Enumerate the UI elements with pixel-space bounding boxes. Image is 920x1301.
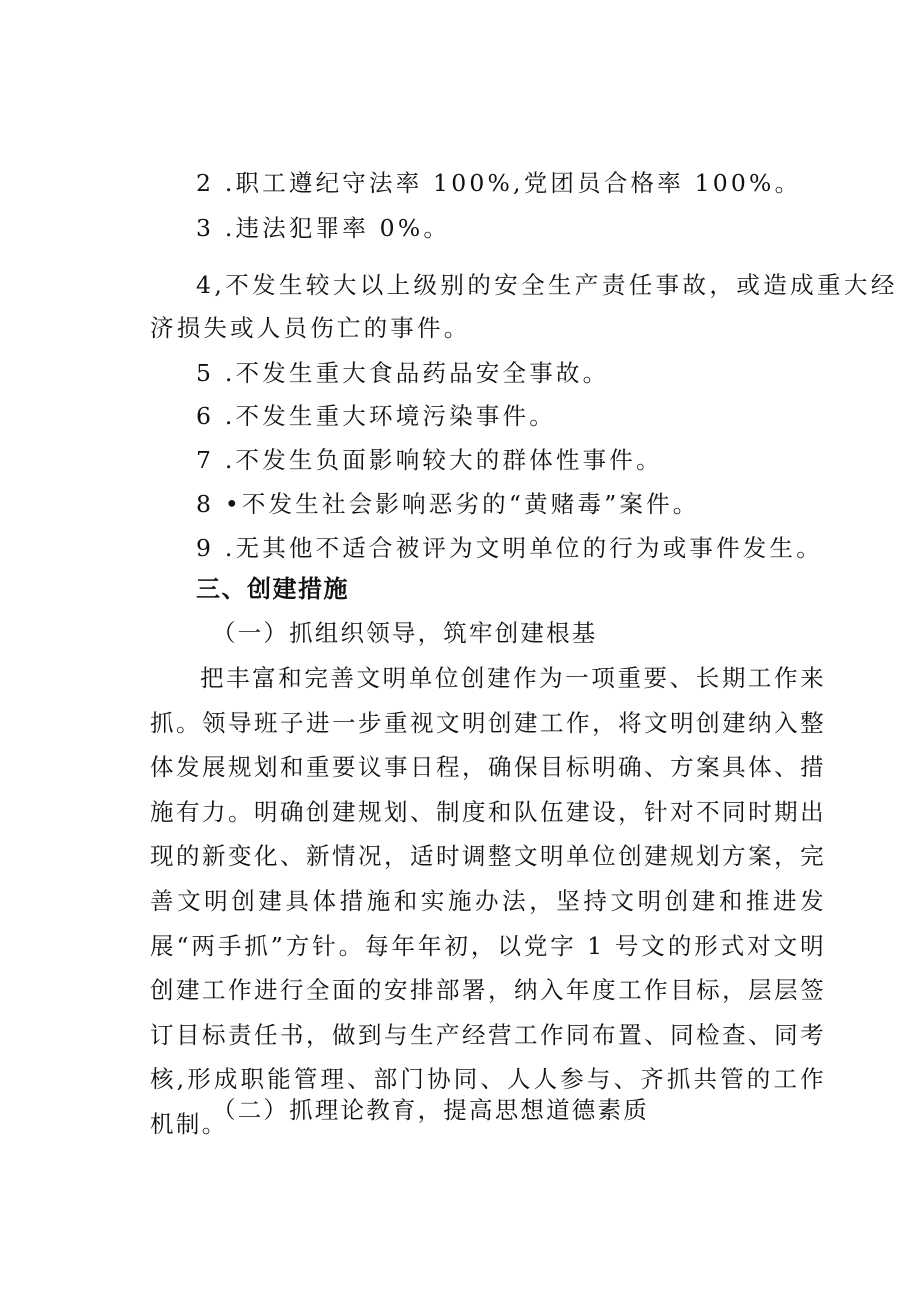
subsection-1-body: 把丰富和完善文明单位创建作为一项重要、长期工作来抓。领导班子进一步重视文明创建工作，将文明创建纳入整体发展规划和重要议事日程，确保目标明确、方案具体、措施有力。明确创建规划、制度和队伍建设，针对不同时期出现的新变化、新情况，适时调整文明单位创建规划方案，完善文明创建具体措施和实施办法，坚持文明创建和推进发展“两手抓”方针。每年年初，以党字 1 号文的形式对文明创建工作进行全面的安排部署，纳入年度工作目标，层层签订目标责任书，做到与生产经营工作同布置、同检查、同考核,形成职能管理、部门协同、人人参与、齐抓共管的工作机制。 [150, 664, 826, 1138]
list-item-4-line1: 4,不发生较大以上级别的安全生产责任事故，或造成重大经 [196, 271, 898, 299]
list-item-3: 3 .违法犯罪率 0%。 [196, 214, 451, 242]
section-3-heading: 三、创建措施 [196, 575, 349, 603]
list-item-2: 2 .职工遵纪守法率 100%,党团员合格率 100%。 [196, 169, 802, 197]
subsection-2-heading: （二）抓理论教育，提高思想道德素质 [212, 1096, 649, 1124]
list-item-6: 6 .不发生重大环境污染事件。 [196, 402, 556, 430]
subsection-1-heading: （一）抓组织领导，筑牢创建根基 [212, 619, 598, 647]
list-item-5: 5 .不发生重大食品药品安全事故。 [196, 359, 610, 387]
list-item-7: 7 .不发生负面影响较大的群体性事件。 [196, 446, 663, 474]
list-item-4-line2: 济损失或人员伤亡的事件。 [150, 314, 471, 342]
list-item-8: 8 •不发生社会影响恶劣的“黄赌毒”案件。 [196, 490, 700, 518]
list-item-9: 9 .无其他不适合被评为文明单位的行为或事件发生。 [196, 534, 823, 562]
